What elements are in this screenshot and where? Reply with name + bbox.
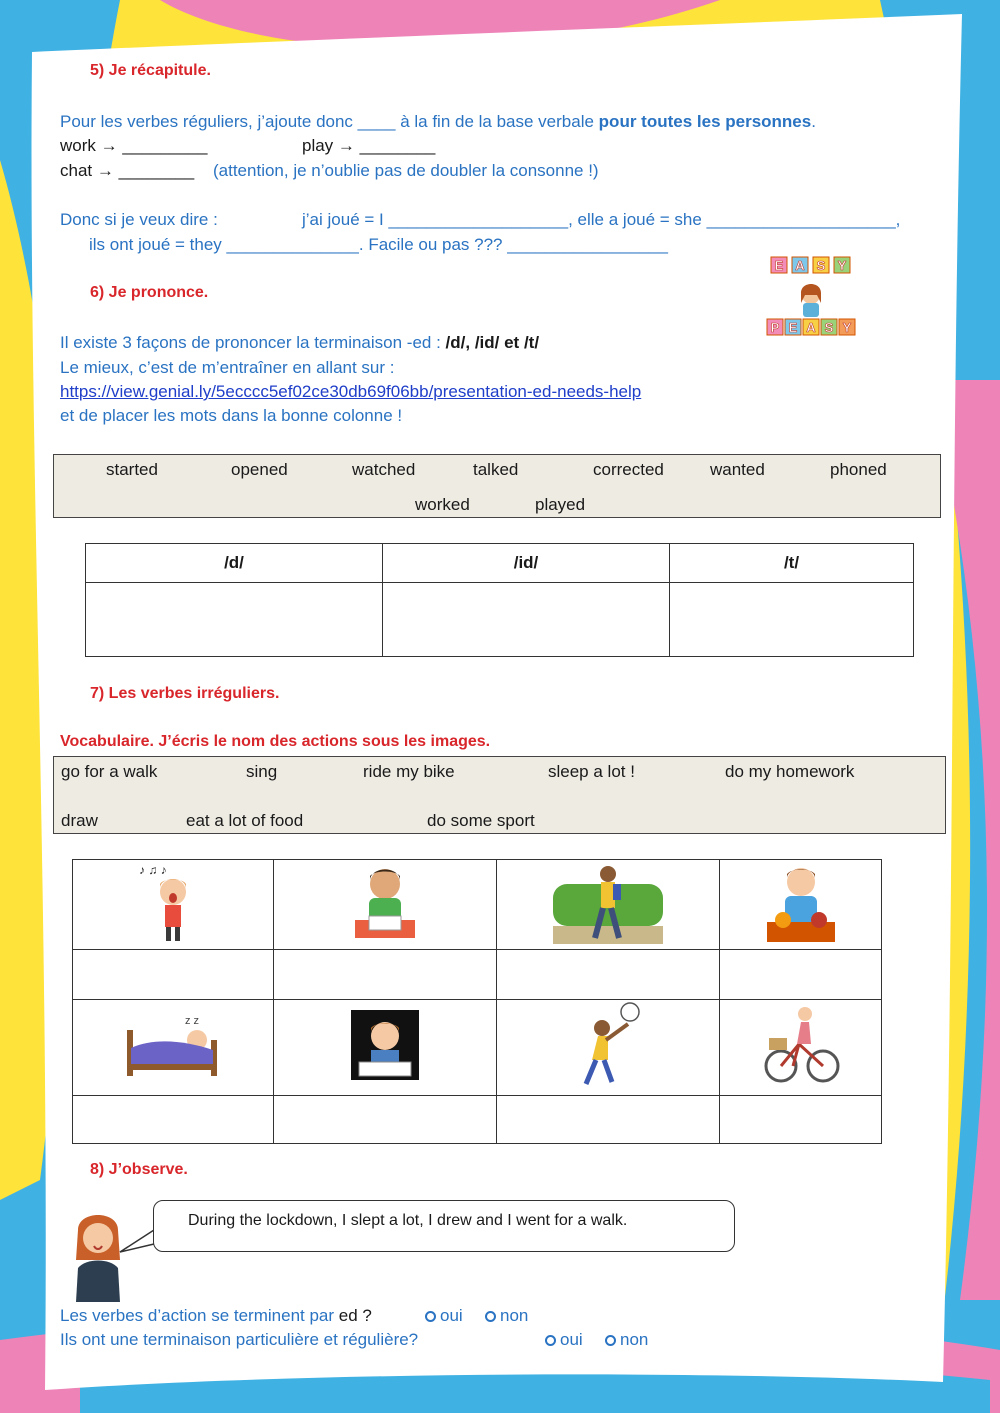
- cell-walking: [497, 860, 720, 950]
- answer-cell-6[interactable]: [274, 1096, 497, 1144]
- sleeping-boy-image: [123, 1010, 223, 1080]
- played-blanks-line[interactable]: j’ai joué = I ___________________, elle a joué = she ____________________,: [302, 210, 901, 229]
- cell-drawing: [274, 860, 497, 950]
- cell-sport: [497, 1000, 720, 1096]
- word-phoned[interactable]: phoned: [830, 460, 887, 479]
- q2-oui-option[interactable]: [545, 1330, 583, 1350]
- q1-text: Les verbes d’action se terminent par: [60, 1306, 339, 1325]
- answer-cell-8[interactable]: [720, 1096, 882, 1144]
- word-wanted[interactable]: wanted: [710, 460, 765, 479]
- section7-title: 7) Les verbes irréguliers.: [90, 685, 280, 702]
- word-worked[interactable]: worked: [415, 495, 470, 514]
- vocabulary-instruction: Vocabulaire. J’écris le nom des actions sous les images.: [60, 733, 491, 750]
- vocab-ride-my-bike[interactable]: ride my bike: [363, 762, 455, 781]
- donc-label: Donc si je veux dire :: [60, 210, 218, 229]
- column-id: /id/: [383, 544, 670, 583]
- q1-non-option[interactable]: [485, 1306, 528, 1326]
- q1-oui-option[interactable]: [425, 1306, 463, 1326]
- vocab-do-my-homework[interactable]: do my homework: [725, 762, 855, 781]
- svg-text:♪ ♫ ♪: ♪ ♫ ♪: [139, 863, 167, 877]
- q2-non-label: non: [620, 1330, 649, 1349]
- regular-verb-rule: [60, 112, 816, 132]
- svg-text:z z: z z: [185, 1015, 200, 1027]
- logo-letter: A: [806, 320, 816, 335]
- answer-cell-5[interactable]: [73, 1096, 274, 1144]
- word-opened[interactable]: opened: [231, 460, 288, 479]
- answer-cell-4[interactable]: [720, 950, 882, 1000]
- q1-non-label: non: [500, 1306, 529, 1325]
- they-played-line[interactable]: ils ont joué = they ______________. Facile ou pas ??? _________________: [89, 235, 668, 254]
- bubble-text: During the lockdown, I slept a lot, I drew and I went for a walk.: [188, 1212, 628, 1229]
- q1-oui-label: oui: [440, 1306, 463, 1325]
- question-ed-ending: [60, 1306, 372, 1326]
- word-talked[interactable]: talked: [473, 460, 519, 479]
- singing-boy-image: [133, 860, 213, 944]
- vocab-sleep-a-lot[interactable]: sleep a lot !: [548, 762, 635, 781]
- bike-rider-image: [761, 1000, 841, 1090]
- ed-sounds-table: [85, 543, 914, 657]
- vocab-go-for-a-walk[interactable]: go for a walk: [61, 762, 158, 781]
- speech-bubble: [153, 1200, 735, 1252]
- cell-singing: [73, 860, 274, 950]
- eating-boy-image: [761, 860, 841, 944]
- answer-cell-2[interactable]: [274, 950, 497, 1000]
- pronunciation-line2: Le mieux, c’est de m’entraîner en allant sur :: [60, 358, 395, 377]
- q1-non-radio[interactable]: [485, 1311, 496, 1322]
- cell-bike: [720, 1000, 882, 1096]
- drop-zone-d[interactable]: [86, 583, 383, 657]
- word-started[interactable]: started: [106, 460, 158, 479]
- q2-non-radio[interactable]: [605, 1335, 616, 1346]
- logo-letter: P: [770, 320, 780, 335]
- pronunciation-intro: [60, 333, 539, 353]
- q2-non-option[interactable]: [605, 1330, 648, 1350]
- cell-homework: [274, 1000, 497, 1096]
- easy-peasy-logo: [765, 255, 857, 339]
- intro-text: Il existe 3 façons de prononcer la terminaison -ed :: [60, 333, 446, 352]
- logo-letter: S: [824, 320, 834, 335]
- vocab-draw[interactable]: draw: [61, 811, 98, 830]
- rule-bold-text: pour toutes les personnes: [598, 112, 812, 131]
- column-d: /d/: [86, 544, 383, 583]
- question-regular-ending: Ils ont une terminaison particulière et régulière?: [60, 1330, 419, 1349]
- vocab-do-some-sport[interactable]: do some sport: [427, 811, 535, 830]
- work-blank[interactable]: work → _________: [60, 136, 208, 155]
- vocab-sing[interactable]: sing: [246, 762, 278, 781]
- q2-oui-label: oui: [560, 1330, 583, 1349]
- actions-image-table: [72, 859, 882, 1144]
- rule-text: Pour les verbes réguliers, j’ajoute donc ____ à la fin de la base verbale: [60, 112, 599, 131]
- logo-letter: A: [795, 258, 805, 273]
- section6-title: 6) Je prononce.: [90, 284, 209, 301]
- rule-end: .: [811, 112, 816, 131]
- intro-sounds: /d/, /id/ et /t/: [445, 333, 540, 352]
- cell-eating: [720, 860, 882, 950]
- logo-letter: S: [816, 258, 826, 273]
- sport-girl-image: [568, 1000, 648, 1090]
- q2-oui-radio[interactable]: [545, 1335, 556, 1346]
- walking-boy-image: [553, 860, 663, 944]
- play-blank[interactable]: play → ________: [302, 136, 436, 155]
- word-played[interactable]: played: [535, 495, 586, 514]
- genially-link[interactable]: https://view.genial.ly/5ecccc5ef02ce30db69f06bb/presentation-ed-needs-help: [60, 382, 642, 401]
- logo-letter: E: [788, 320, 798, 335]
- pronunciation-line4: et de placer les mots dans la bonne colonne !: [60, 406, 403, 425]
- drop-zone-t[interactable]: [670, 583, 914, 657]
- answer-cell-1[interactable]: [73, 950, 274, 1000]
- word-corrected[interactable]: corrected: [593, 460, 664, 479]
- section8-title: 8) J’observe.: [90, 1161, 188, 1178]
- ed-word-bank: [53, 454, 941, 518]
- column-t: /t/: [670, 544, 914, 583]
- drawing-boy-image: [345, 860, 425, 944]
- logo-letter: Y: [842, 320, 852, 335]
- logo-letter: E: [774, 258, 784, 273]
- vocabulary-word-bank: [53, 756, 946, 834]
- q1-ed: ed: [338, 1306, 358, 1325]
- word-watched[interactable]: watched: [352, 460, 416, 479]
- answer-cell-3[interactable]: [497, 950, 720, 1000]
- homework-boy-image: [351, 1010, 419, 1080]
- chat-blank[interactable]: chat → ________: [60, 161, 195, 180]
- teacher-avatar: [68, 1210, 128, 1302]
- q1-oui-radio[interactable]: [425, 1311, 436, 1322]
- section5-title: 5) Je récapitule.: [90, 62, 211, 79]
- answer-cell-7[interactable]: [497, 1096, 720, 1144]
- cell-sleeping: [73, 1000, 274, 1096]
- bubble-tail: [118, 1228, 158, 1256]
- drop-zone-id[interactable]: [383, 583, 670, 657]
- chat-note: (attention, je n’oublie pas de doubler la consonne !): [213, 161, 599, 180]
- vocab-eat-a-lot-of-food[interactable]: eat a lot of food: [186, 811, 304, 830]
- q1-mark: ?: [357, 1306, 372, 1325]
- logo-letter: Y: [837, 258, 847, 273]
